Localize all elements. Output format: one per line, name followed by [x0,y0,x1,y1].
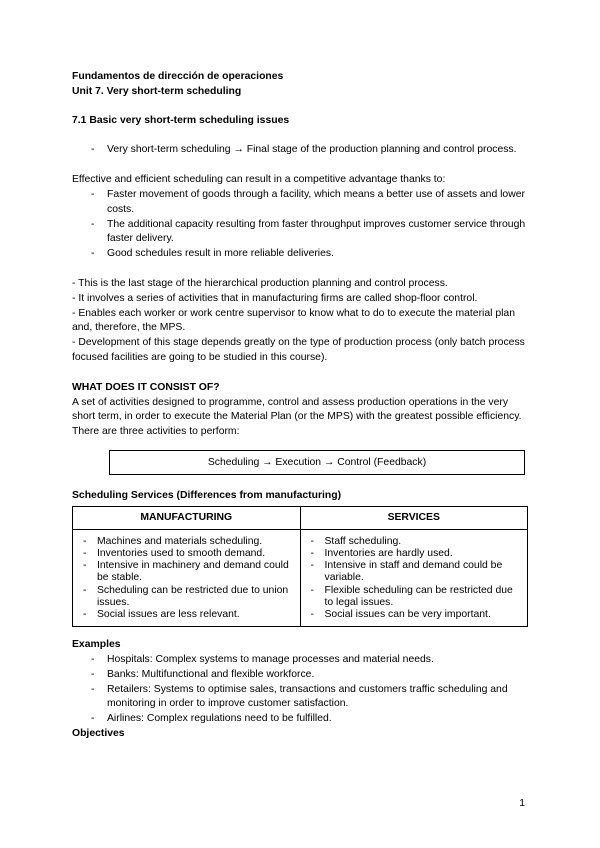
list-item: - Banks: Multifunctional and flexible workforce. [72,668,528,683]
document-page [72,70,528,742]
stage-note: - It involves a series of activities that in manufacturing firms are called shop-floor control. [72,292,478,304]
advantage-intro: Effective and efficient scheduling can result in a competitive advantage thanks to: [72,174,446,186]
objectives-heading: Objectives [72,727,125,739]
services-list [305,536,524,621]
section-title: 7.1 Basic very short-term scheduling issues [72,114,290,126]
examples-heading: Examples [72,639,121,651]
unit-title: Unit 7. Very short-term scheduling [72,85,242,97]
list-item: - Social issues are less relevant. [77,609,296,621]
list-item: - Staff scheduling. [305,536,524,548]
page-number: 1 [519,798,525,809]
list-item: - Inventories used to smooth demand. [77,548,296,560]
services-header: SERVICES [300,506,528,529]
consist-text: A set of activities designed to programme, control and assess production operations in the very short term, in order to execute the Material Plan (or the MPS) with the greatest possible efficiency. There are three activities to perform: [72,396,522,438]
list-item: - The additional capacity resulting from faster throughput improves customer service through faster delivery. [72,218,528,248]
manufacturing-header: MANUFACTURING [73,506,301,529]
services-heading: Scheduling Services (Differences from manufacturing) [72,489,342,501]
manufacturing-cell [73,529,301,626]
list-item: - Machines and materials scheduling. [77,536,296,548]
list-item: - Hospitals: Complex systems to manage processes and material needs. [72,653,528,668]
stage-note: - Enables each worker or work centre supervisor to know what to do to execute the material plan and, therefore, the MPS. [72,307,515,334]
stage-note: - Development of this stage depends greatly on the type of production process (only batch process focused facilities are going to be studied in this course). [72,337,525,363]
list-item: - Inventories are hardly used. [305,548,524,560]
services-cell [300,529,528,626]
list-item: - Airlines: Complex regulations need to be fulfilled. [72,712,528,727]
intro-list [72,143,528,158]
examples-list [72,653,528,727]
list-item: - Good schedules result in more reliable deliveries. [72,247,528,262]
list-item: - Scheduling can be restricted due to union issues. [77,585,296,609]
list-item: - Flexible scheduling can be restricted due to legal issues. [305,585,524,609]
list-item: - Very short-term scheduling → Final stage of the production planning and control process. [72,143,528,158]
comparison-table [72,506,528,627]
course-title: Fundamentos de dirección de operaciones [72,71,284,82]
activity-flow-box: Scheduling → Execution → Control (Feedback) [109,450,525,475]
advantage-list [72,188,528,262]
list-item: - Intensive in staff and demand could be variable. [305,560,524,584]
list-item: - Social issues can be very important. [305,609,524,621]
stage-note: - This is the last stage of the hierarchical production planning and control process. [72,277,448,289]
list-item: - Retailers: Systems to optimise sales, transactions and customers traffic scheduling and monitoring in order to improve customer satisfaction. [72,683,528,713]
manufacturing-list [77,536,296,621]
table-row [73,529,528,626]
table-header-row [73,506,528,529]
list-item: - Faster movement of goods through a facility, which means a better use of assets and lower costs. [72,188,528,218]
list-item: - Intensive in machinery and demand could be stable. [77,560,296,584]
consist-heading: WHAT DOES IT CONSIST OF? [72,381,220,393]
